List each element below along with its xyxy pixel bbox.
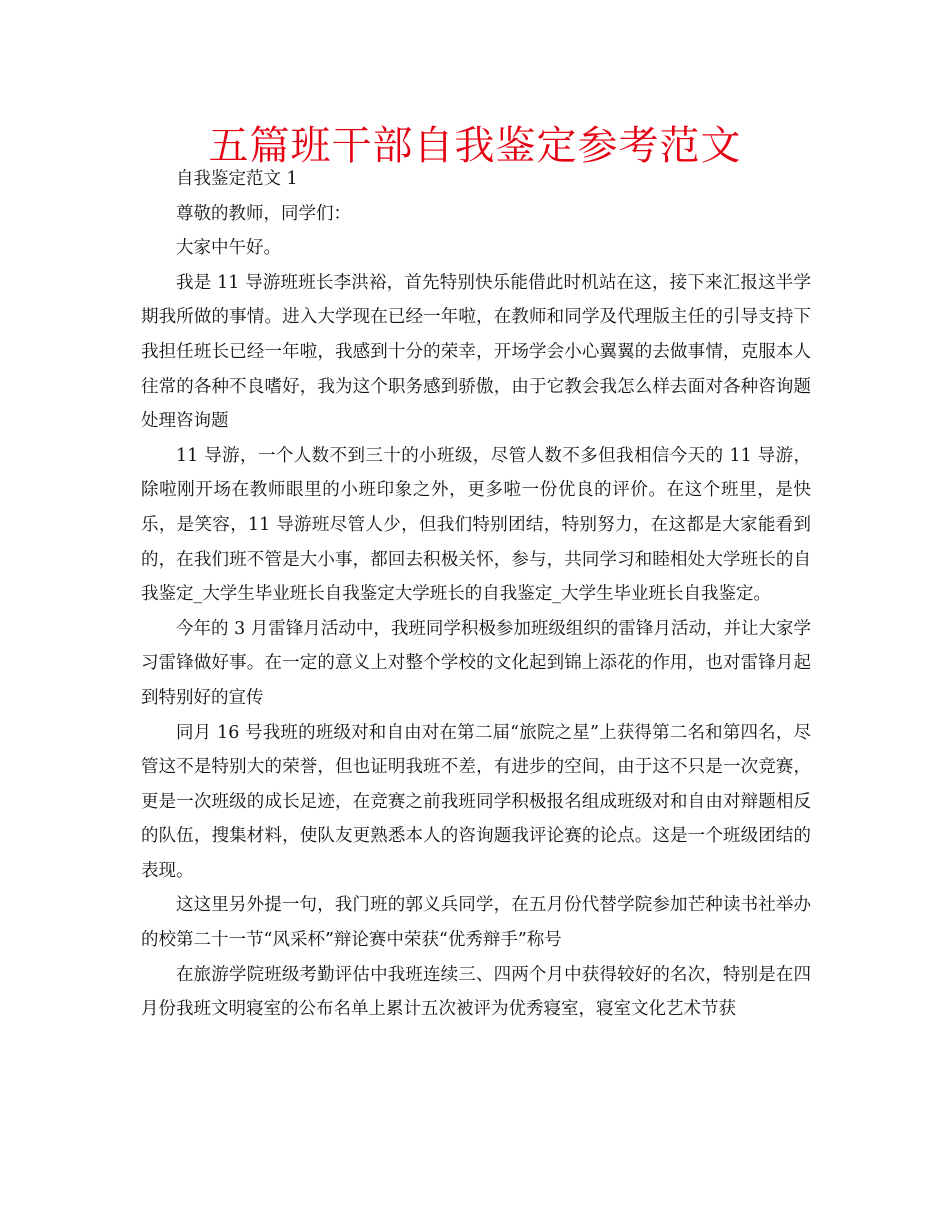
paragraph: 在旅游学院班级考勤评估中我班连续三、四两个月中获得较好的名次，特别是在四月份我班文明寝室的公布名单上累计五次被评为优秀寝室，寝室文化艺术节获: [141, 964, 811, 1020]
document-title: 五篇班干部自我鉴定参考范文: [208, 123, 742, 169]
paragraph: 我是 11 导游班班长李洪裕，首先特别快乐能借此时机站在这，接下来汇报这半学期我所做的事情。进入大学现在已经一年啦，在教师和同学及代理版主任的引导支持下我担任班长已经一年啦，我感到十分的荣幸，开场学会小心翼翼的去做事情，克服本人往常的各种不良嗜好，我为这个职务感到骄傲，由于它教会我怎么样去面对各种咨询题处理咨询题: [141, 272, 811, 432]
paragraph-greeting: 大家中午好。: [176, 238, 281, 259]
document-body: [141, 162, 811, 1027]
paragraph: 11 导游，一个人数不到三十的小班级，尽管人数不多但我相信今天的 11 导游，除啦刚开场在教师眼里的小班印象之外，更多啦一份优良的评价。在这个班里，是快乐，是笑容，11 导游班尽管人少，但我们特别团结，特别努力，在这都是大家能看到的，在我们班不管是大小事，都回去积极关怀，参与，共同学习和睦相处大学班长的自我鉴定_大学生毕业班长自我鉴定大学班长的自我鉴定_大学生毕业班长自我鉴定。: [141, 445, 811, 605]
paragraph: 这这里另外提一句，我门班的郭义兵同学，在五月份代替学院参加芒种读书社举办的校第二十一节“风采杯”辩论赛中荣获“优秀辩手”称号: [141, 895, 811, 951]
paragraph-salutation: 尊敬的教师，同学们：: [176, 203, 351, 224]
paragraph-heading: 自我鉴定范文 1: [176, 169, 298, 189]
paragraph: 同月 16 号我班的班级对和自由对在第二届“旅院之星”上获得第二名和第四名，尽管这不是特别大的荣誉，但也证明我班不差，有进步的空间，由于这不只是一次竞赛，更是一次班级的成长足迹，在竞赛之前我班同学积极报名组成班级对和自由对辩题相反的队伍，搜集材料，使队友更熟悉本人的咨询题我评论赛的论点。这是一个班级团结的表现。: [141, 722, 811, 881]
paragraph: 今年的 3 月雷锋月活动中，我班同学积极参加班级组织的雷锋月活动，并让大家学习雷锋做好事。在一定的意义上对整个学校的文化起到锦上添花的作用，也对雷锋月起到特别好的宣传: [141, 618, 811, 708]
